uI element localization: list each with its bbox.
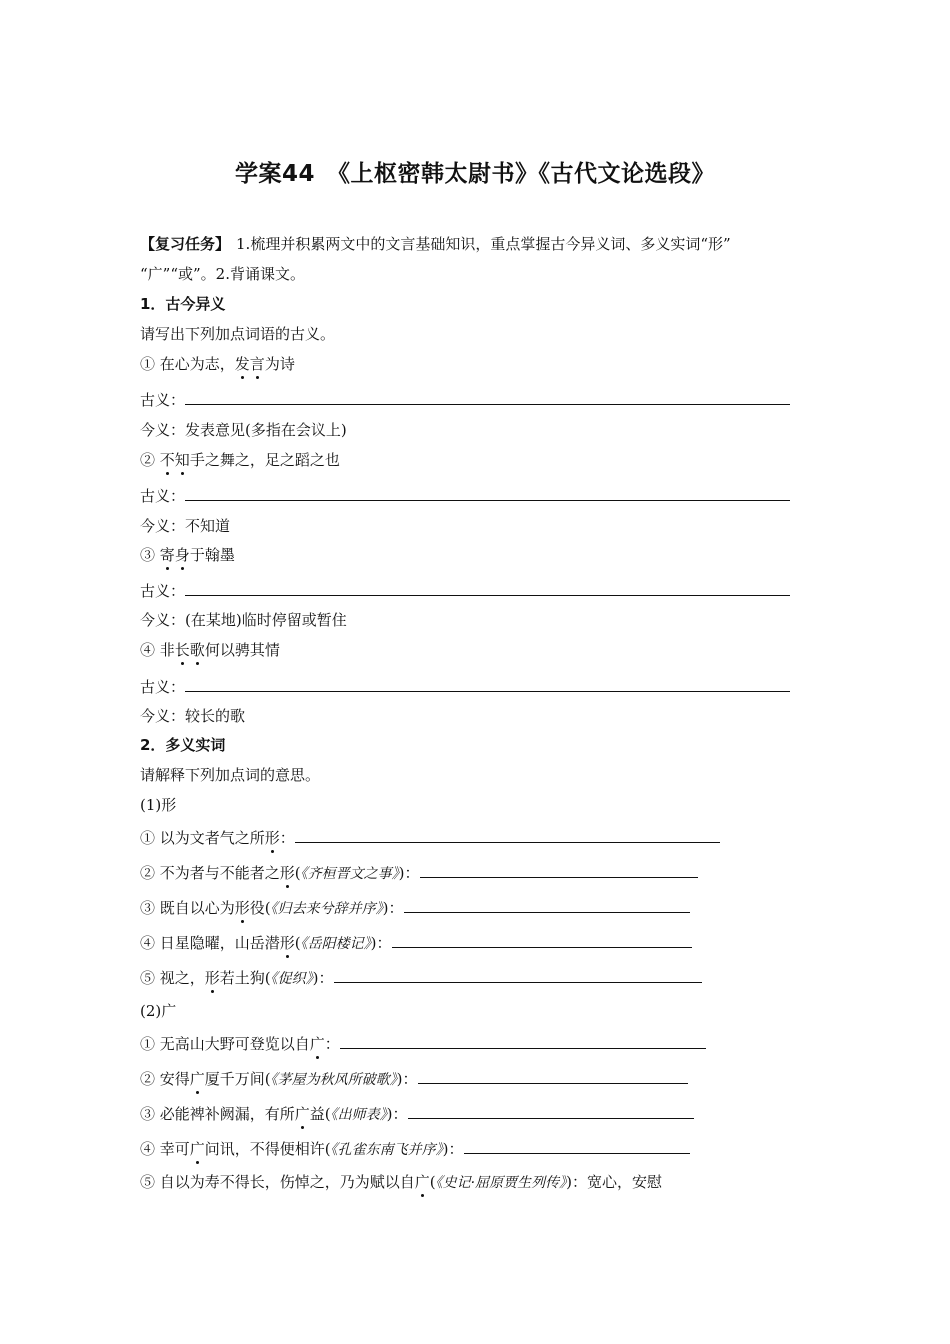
answer-blank[interactable] [420,861,698,878]
review-task-line-2: “广”“或”。2.背诵课文。 [140,265,305,283]
guang-item-1: ① 无高山大野可登览以自广： [140,1032,706,1054]
source-title: 《孔雀东南飞并序》 [330,1142,443,1158]
page-title: 学案44 《上枢密韩太尉书》《古代文论选段》 [234,161,715,187]
dotted-word: 形 [264,829,280,847]
answer-blank[interactable] [295,826,720,843]
group-label-xing: (1)形 [140,796,177,814]
answer-blank[interactable] [185,675,790,692]
gujin-item-3: ③ 寄身于翰墨 [140,546,235,564]
section-heading-gujin: 1．古今异义 [140,295,226,313]
guang-item-5: ⑤ 自以为寿不得长，伤悼之，乃为赋以自广(《史记·屈原贾生列传》)：宽心，安慰 [140,1173,662,1191]
answer-blank[interactable] [185,484,790,501]
dotted-word: 广 [189,1140,205,1158]
answer-blank[interactable] [464,1137,690,1154]
gu-yi-answer-2: 古义： [140,484,790,506]
answer-text: )：宽心，安慰 [566,1173,662,1191]
gu-yi-answer-4: 古义： [140,675,790,697]
dotted-word: 不 [159,451,175,469]
gu-yi-answer-3: 古义： [140,579,790,601]
source-title: 《岳阳楼记》 [300,936,371,952]
answer-blank[interactable] [185,579,790,596]
xing-item-4: ④ 日星隐曜，山岳潜形(《岳阳楼记》)： [140,931,692,954]
answer-blank[interactable] [392,931,692,948]
guang-item-3: ③ 必能裨补阙漏，有所广益(《出师表》)： [140,1102,694,1125]
xing-item-5: ⑤ 视之，形若土狗(《促织》)： [140,966,702,989]
section-heading-duoyi: 2．多义实词 [140,736,226,754]
dotted-word: 身 [174,546,190,564]
source-title: 《归去来兮辞并序》 [270,901,383,917]
source-title: 《史记·屈原贾生列传》 [435,1175,567,1191]
dotted-word: 言 [249,355,265,373]
source-title: 《茅屋为秋风所破歌》 [270,1072,397,1088]
jin-yi-3: 今义：(在某地)临时停留或暂住 [140,611,347,629]
review-task-text-1: 1.梳理并积累两文中的文言基础知识，重点掌握古今异义词、多义实词“形” [236,235,731,253]
gujin-item-2: ② 不知手之舞之，足之蹈之也 [140,451,340,469]
answer-blank[interactable] [185,388,790,405]
gujin-item-4: ④ 非长歌何以骋其情 [140,641,280,659]
guang-item-2: ② 安得广厦千万间(《茅屋为秋风所破歌》)： [140,1067,688,1090]
dotted-word: 发 [234,355,250,373]
section-instruction-duoyi: 请解释下列加点词的意思。 [140,766,321,784]
source-title: 《齐桓晋文之事》 [300,866,399,882]
answer-blank[interactable] [418,1067,688,1084]
xing-item-1: ① 以为文者气之所形： [140,826,720,848]
dotted-word: 知 [174,451,190,469]
dotted-word: 形 [279,864,295,882]
dotted-word: 广 [189,1070,205,1088]
xing-item-2: ② 不为者与不能者之形(《齐桓晋文之事》)： [140,861,698,884]
answer-blank[interactable] [334,966,702,983]
dotted-word: 形 [279,934,295,952]
gu-yi-answer-1: 古义： [140,388,790,410]
dotted-word: 形 [204,969,220,987]
dotted-word: 形 [234,899,250,917]
answer-blank[interactable] [408,1102,694,1119]
dotted-word: 广 [414,1173,430,1191]
review-task-label: 【复习任务】 [140,235,231,253]
dotted-word: 广 [294,1105,310,1123]
guang-item-4: ④ 幸可广问讯，不得便相许(《孔雀东南飞并序》)： [140,1137,690,1160]
dotted-word: 长 [174,641,190,659]
jin-yi-4: 今义：较长的歌 [140,707,246,725]
dotted-word: 歌 [189,641,205,659]
xing-item-3: ③ 既自以心为形役(《归去来兮辞并序》)： [140,896,690,919]
answer-blank[interactable] [404,896,690,913]
group-label-guang: (2)广 [140,1002,177,1020]
dotted-word: 寄 [159,546,175,564]
source-title: 《出师表》 [330,1107,387,1123]
source-title: 《促织》 [270,971,313,987]
answer-blank[interactable] [340,1032,706,1049]
review-task-line-1 [140,234,731,254]
gujin-item-1: ① 在心为志，发言为诗 [140,355,295,373]
jin-yi-1: 今义：发表意见(多指在会议上) [140,421,347,439]
section-instruction-gujin: 请写出下列加点词语的古义。 [140,325,336,343]
dotted-word: 广 [309,1035,325,1053]
jin-yi-2: 今义：不知道 [140,517,231,535]
